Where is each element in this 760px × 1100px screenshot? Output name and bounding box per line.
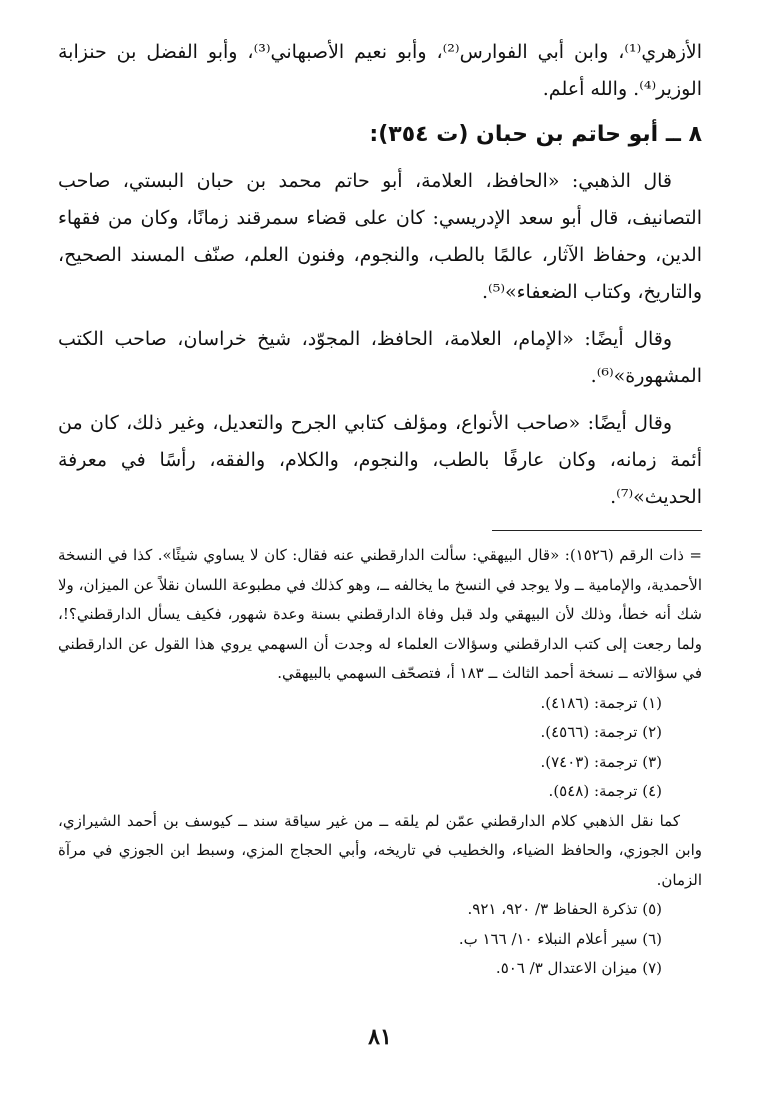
body-paragraph-2: وقال أيضًا: «الإمام، العلامة، الحافظ، المجوّد، شيخ خراسان، صاحب الكتب المشهورة»⁽⁶⁾.: [58, 328, 702, 387]
footnote-6: (٦) سير أعلام النبلاء ١٠/ ١٦٦ ب.: [458, 929, 662, 948]
footnotes: [58, 541, 702, 984]
footnote-2: (٢) ترجمة: (٤٥٦٦).: [540, 723, 662, 741]
body-paragraph-3: وقال أيضًا: «صاحب الأنواع، ومؤلف كتابي الجرح والتعديل، وغير ذلك، كان من أئمة زمانه، وكان عارفًا بالطب، والنجوم، والكلام، والفقه، رأسًا في معرفة الحديث»⁽⁷⁾.: [58, 412, 702, 508]
footnote-divider: [492, 530, 702, 531]
footnote-3: (٣) ترجمة: (٧٤٠٣).: [540, 752, 662, 771]
section-heading: ٨ ــ أبو حاتم بن حبان (ت ٣٥٤):: [369, 122, 702, 147]
page-number: ٨١: [368, 1024, 392, 1050]
footnote-5: (٥) تذكرة الحفاظ ٣/ ٩٢٠، ٩٢١.: [467, 900, 662, 918]
footnote-4: (٤) ترجمة: (٥٤٨).: [548, 782, 662, 800]
intro-paragraph: الأزهري⁽¹⁾، وابن أبي الفوارس⁽²⁾، وأبو نعيم الأصبهاني⁽³⁾، وأبو الفضل بن حنزابة الوزير⁽⁴⁾. والله أعلم.: [58, 41, 702, 100]
footnote-note: كما نقل الذهبي كلام الدارقطني عمّن لم يلقه ــ من غير سياقة سند ــ كيوسف بن أحمد الشيرازي، وابن الجوزي، والحافظ الضياء، والخطيب في تاريخه، وأبي الحجاج المزي، وسبط ابن الجوزي في مرآة الزمان.: [58, 811, 702, 889]
footnote-continuation: = ذات الرقم (١٥٢٦): «قال البيهقي: سألت الدارقطني عنه فقال: كان لا يساوي شيئًا». كذا في النسخة الأحمدية، والإمامية ــ ولا يوجد في النسخ ما يخالفه ــ، وهو كذلك في مطبوعة اللسان نقلاً عن الميزان، ولا شك أنه خطأ، وذلك لأن البيهقي ولد قبل وفاة الدارقطني بسنة وعدة شهور، فكيف يسأل الدارقطني؟!، ولما رجعت إلى كتب الدارقطني وسؤالات العلماء له وجدت أن السهمي يروي هذا القول عن الدارقطني في سؤالاته ــ نسخة أحمد الثالث ــ ١٨٣ أ، فتصحّف السهمي بالبيهقي.: [58, 546, 702, 682]
footnote-7: (٧) ميزان الاعتدال ٣/ ٥٠٦.: [495, 959, 662, 977]
footnote-1: (١) ترجمة: (٤١٨٦).: [540, 693, 662, 712]
body-paragraph-1: قال الذهبي: «الحافظ، العلامة، أبو حاتم محمد بن حبان البستي، صاحب التصانيف، قال أبو سعد الإدريسي: كان على قضاء سمرقند زمانًا، وكان من فقهاء الدين، وحفاظ الآثار، عالمًا بالطب، والنجوم، وفنون العلم، صنّف المسند الصحيح، والتاريخ، وكتاب الضعفاء»⁽⁵⁾.: [58, 170, 702, 303]
